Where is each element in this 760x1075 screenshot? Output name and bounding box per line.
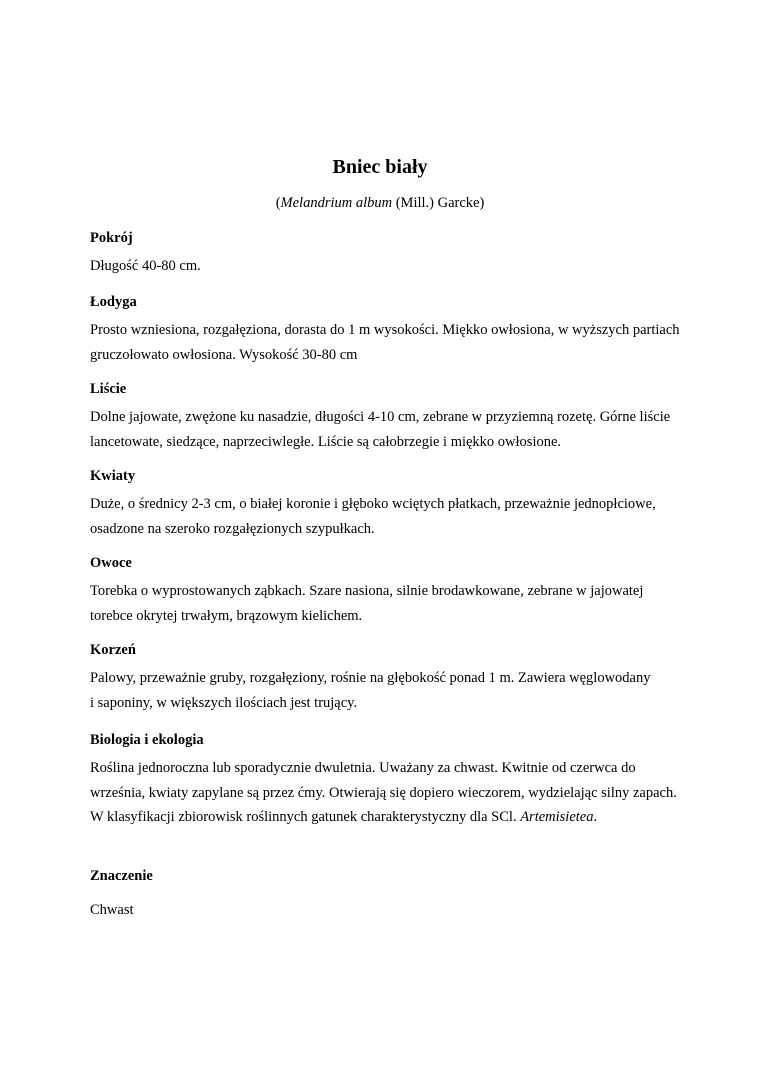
section-liscie xyxy=(90,379,680,454)
latin-author: (Mill.) Garcke) xyxy=(392,195,485,211)
section-heading: Łodyga xyxy=(90,294,137,310)
section-text-line: osadzone na szeroko rozgałęzionych szypułkach. xyxy=(90,520,375,537)
section-lodyga xyxy=(90,292,680,367)
section-owoce xyxy=(90,553,680,628)
section-heading: Znaczenie xyxy=(90,868,153,884)
section-heading: Owoce xyxy=(90,555,132,571)
section-text-line: Chwast xyxy=(90,902,134,918)
section-text-line: Duże, o średnicy 2-3 cm, o białej koronie i głęboko wciętych płatkach, przeważnie jednopłciowe, xyxy=(90,496,656,512)
species-latin-name xyxy=(0,195,760,212)
section-heading: Pokrój xyxy=(90,230,133,246)
section-heading: Kwiaty xyxy=(90,468,136,484)
section-text-line: Roślina jednoroczna lub sporadycznie dwuletnia. Uważany za chwast. Kwitnie od czerwca do xyxy=(90,760,636,776)
section-pokroj xyxy=(90,228,680,279)
page-title: Bniec biały xyxy=(332,156,428,178)
section-znaczenie xyxy=(90,866,680,923)
section-text-line: Długość 40-80 cm. xyxy=(90,258,201,274)
section-biologia-i-ekologia xyxy=(90,730,680,830)
section-text-line xyxy=(90,805,680,830)
section-text-line: gruczołowato owłosiona. Wysokość 30-80 cm xyxy=(90,346,358,363)
last-line-text: W klasyfikacji zbiorowisk roślinnych gatunek charakterystyczny dla SCl. xyxy=(90,809,521,825)
last-line-end: . xyxy=(593,809,598,825)
section-text-line: Dolne jajowate, zwężone ku nasadzie, długości 4-10 cm, zebrane w przyziemną rozetę. Górne liście xyxy=(90,409,671,425)
latin-name-italic: Melandrium album xyxy=(280,195,393,211)
subtitle-open-paren: ( xyxy=(275,195,281,211)
artemisietea-italic: Artemisietea xyxy=(520,809,594,825)
section-text-line: Torebka o wyprostowanych ząbkach. Szare nasiona, silnie brodawkowane, zebrane w jajowatej xyxy=(90,583,644,599)
section-korzen xyxy=(90,640,680,715)
section-text-line: lancetowate, siedzące, naprzeciwległe. Liście są całobrzegie i miękko owłosione. xyxy=(90,433,562,450)
section-kwiaty xyxy=(90,466,680,541)
section-heading: Korzeń xyxy=(90,642,136,658)
section-text-line: i saponiny, w większych ilościach jest trujący. xyxy=(90,694,358,711)
section-heading: Liście xyxy=(90,381,127,397)
section-text-line: torebce okrytej trwałym, brązowym kielichem. xyxy=(90,607,363,624)
section-text-line: Palowy, przeważnie gruby, rozgałęziony, rośnie na głębokość ponad 1 m. Zawiera węglowodany xyxy=(90,670,651,686)
section-text-line: Prosto wzniesiona, rozgałęziona, dorasta do 1 m wysokości. Miękko owłosiona, w wyższych partiach xyxy=(90,322,680,338)
section-heading: Biologia i ekologia xyxy=(90,732,204,748)
section-text-line: września, kwiaty zapylane są przez ćmy. Otwierają się dopiero wieczorem, wydzielając silny zapach. xyxy=(90,784,677,801)
